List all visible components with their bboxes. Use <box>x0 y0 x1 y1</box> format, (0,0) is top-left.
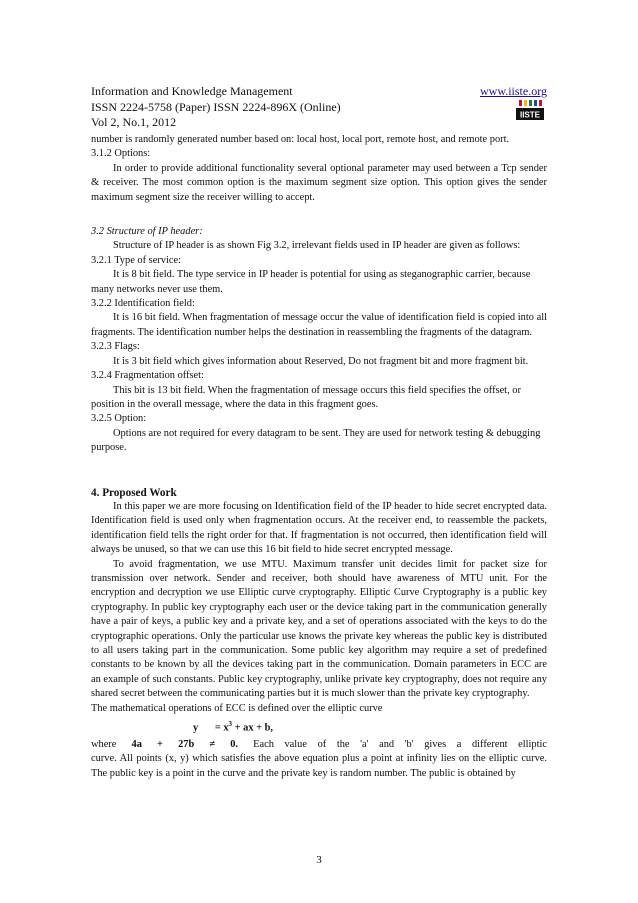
journal-title: Information and Knowledge Management <box>91 84 293 98</box>
equation-exponent: 3 <box>228 720 233 729</box>
paragraph-3-2-1: It is 8 bit field. The type service in IP header is potential for using as steganographic carrier, because many networks never use them. <box>91 269 531 295</box>
page-number: 3 <box>316 854 322 866</box>
where-27b: 27b <box>178 738 195 750</box>
paragraph-3-2-5: Options are not required for every datagram to be sent. They are used for network testing & debugging purpose. <box>91 427 541 454</box>
where-condition-line <box>91 738 547 752</box>
paragraph-4-b: To avoid fragmentation, we use MTU. Maximum transfer unit decides limit for packet size for transmission over network. Sender and receiver, both should have awareness of MTU unit. For the encryption and decryption we use Elliptic curve cryptography. Elliptic Curve Cryptography is a public key cryptography. In public key cryptography each user or the device taking part in the communication generally have a pair of keys, a public key and a private key, and a set of operations associated with the keys to do the cryptographic operations. Only the particular use knows the private key whereas the public key is distributed to all users taking part in the communication. Some public key algorithm may require a set of predefined constants to be known by all the devices taking part in the communication. Domain parameters in ECC are an example of such constants. Public key cryptography, unlike private key cryptography, does not require any shared secret between the communicating parties but it is much slower than the private key cryptography. <box>91 558 547 700</box>
where-zero: 0. <box>230 738 238 750</box>
where-plus: + <box>157 738 163 750</box>
paragraph-3-2-3: It is 3 bit field which gives information about Reserved, Do not fragment bit and more fragment bit. <box>113 355 529 367</box>
logo-text: IISTE <box>519 110 541 120</box>
journal-url-link[interactable]: www.iiste.org <box>480 84 547 98</box>
equation-y: y <box>193 722 199 734</box>
heading-3-2: 3.2 Structure of IP header: <box>91 226 203 238</box>
journal-issn: ISSN 2224-5758 (Paper) ISSN 2224-896X (Online) <box>91 99 341 114</box>
paragraph-intro: number is randomly generated number based on: local host, local port, remote host, and remote port. <box>91 134 510 145</box>
paragraph-4-a: In this paper we are more focusing on Identification field of the IP header to hide secret encrypted data. Identification field is used only when fragmentation occurs. At the receiver end, to reassemble the packets, identification field tells the right order for that. If fragmentation is not occurred, then identification field will always be unused, so that we can use this 16 bit field to hide secret encrypted message. <box>91 500 547 556</box>
heading-3-2-5: 3.2.5 Option: <box>91 413 147 425</box>
heading-4-proposed-work: 4. Proposed Work <box>91 486 177 499</box>
paragraph-3-2-4: This bit is 13 bit field. When the fragmentation of message occurs this field specifies the offset, or position in the overall message, where the data in this fragment goes. <box>91 384 521 410</box>
heading-3-2-1: 3.2.1 Type of service: <box>91 254 181 266</box>
heading-3-1-2: 3.1.2 Options: <box>91 148 151 160</box>
journal-volume: Vol 2, No.1, 2012 <box>91 115 177 129</box>
paragraph-4-d: curve. All points (x, y) which satisfies the above equation plus a point at infinity lies on the elliptic curve. The public key is a point in the curve and the private key is random number. The public is obtained by <box>91 753 547 779</box>
where-not-equal: ≠ <box>209 738 216 750</box>
elliptic-curve-equation <box>91 717 547 736</box>
iiste-logo-icon <box>516 99 544 121</box>
heading-3-2-4: 3.2.4 Fragmentation offset: <box>91 370 204 382</box>
equation-rest: + ax + b, <box>232 722 274 734</box>
where-rest: Each value of the 'a' and 'b' gives a different elliptic <box>253 738 547 750</box>
where-4a: 4a <box>131 738 142 750</box>
where-word: where <box>91 738 117 750</box>
paragraph-3-1-2: In order to provide additional functionality several optional parameter may used between a Tcp sender & receiver. The most common option is the maximum segment size option. This option gives the sender maximum segment size the receiver willing to accept. <box>91 162 547 203</box>
heading-3-2-3: 3.2.3 Flags: <box>91 341 140 353</box>
heading-3-2-2: 3.2.2 Identification field: <box>91 298 195 310</box>
paragraph-3-2: Structure of IP header is as shown Fig 3.2, irrelevant fields used in IP header are given as follows: <box>113 240 521 252</box>
paragraph-3-2-2: It is 16 bit field. When fragmentation of message occur the value of identification field is copied into all fragments. The identification number helps the destination in reassembling the fragments of the datagram. <box>91 312 547 338</box>
paragraph-4-c: The mathematical operations of ECC is defined over the elliptic curve <box>91 702 383 714</box>
article-body <box>91 133 547 781</box>
equation-x: = x <box>214 722 229 734</box>
